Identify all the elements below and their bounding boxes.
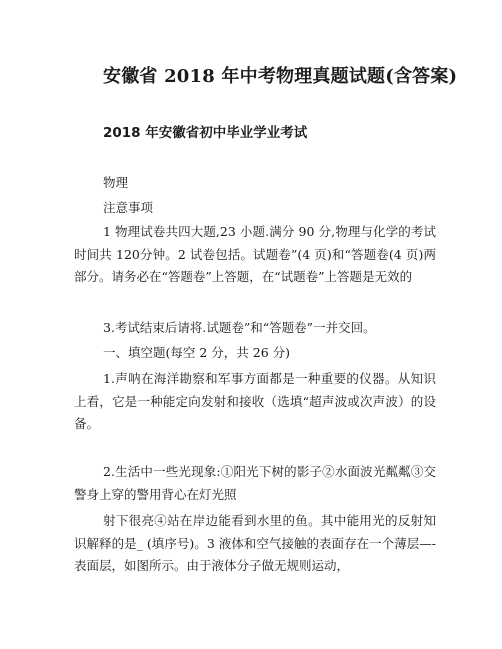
question-2-part-1: 2.生活中一些光现象:①阳光下树的影子②水面波光粼粼③交警身上穿的警用背心在灯光照 bbox=[74, 464, 436, 502]
question-1: 1.声呐在海洋勘察和军事方面都是一种重要的仪器。从知识上看，它是一种能定向发射和接收（选填“超声波或次声波）的设备。 bbox=[74, 371, 436, 431]
notice-item-1: 1 物理试卷共四大题,23 小题.满分 90 分,物理与化学的考试时间共 120分钟。2 试卷包括。试题卷”(4 页)和“答题卷(4 页)两部分。请务必在“答题卷”上答题，在“试题卷”上答题是无效的 bbox=[74, 224, 436, 284]
question-2-part-2: 射下很亮④站在岸边能看到水里的鱼。其中能用光的反射知识解释的是_ (填序号)。3 液体和空气接触的表面存在一个薄层—-表面层，如图所示。由于液体分子做无规则运动， bbox=[74, 513, 436, 573]
subject-label: 物理 bbox=[103, 175, 129, 190]
section-1-heading: 一、填空题(每空 2 分，共 26 分) bbox=[103, 345, 291, 360]
document-title: 安徽省 2018 年中考物理真题试题(含答案) bbox=[103, 66, 458, 87]
notice-heading: 注意事项 bbox=[103, 200, 154, 215]
document-subtitle: 2018 年安徽省初中毕业学业考试 bbox=[103, 125, 308, 141]
notice-item-3: 3.考试结束后请将.试题卷”和“答题卷”一并交回。 bbox=[103, 320, 376, 335]
